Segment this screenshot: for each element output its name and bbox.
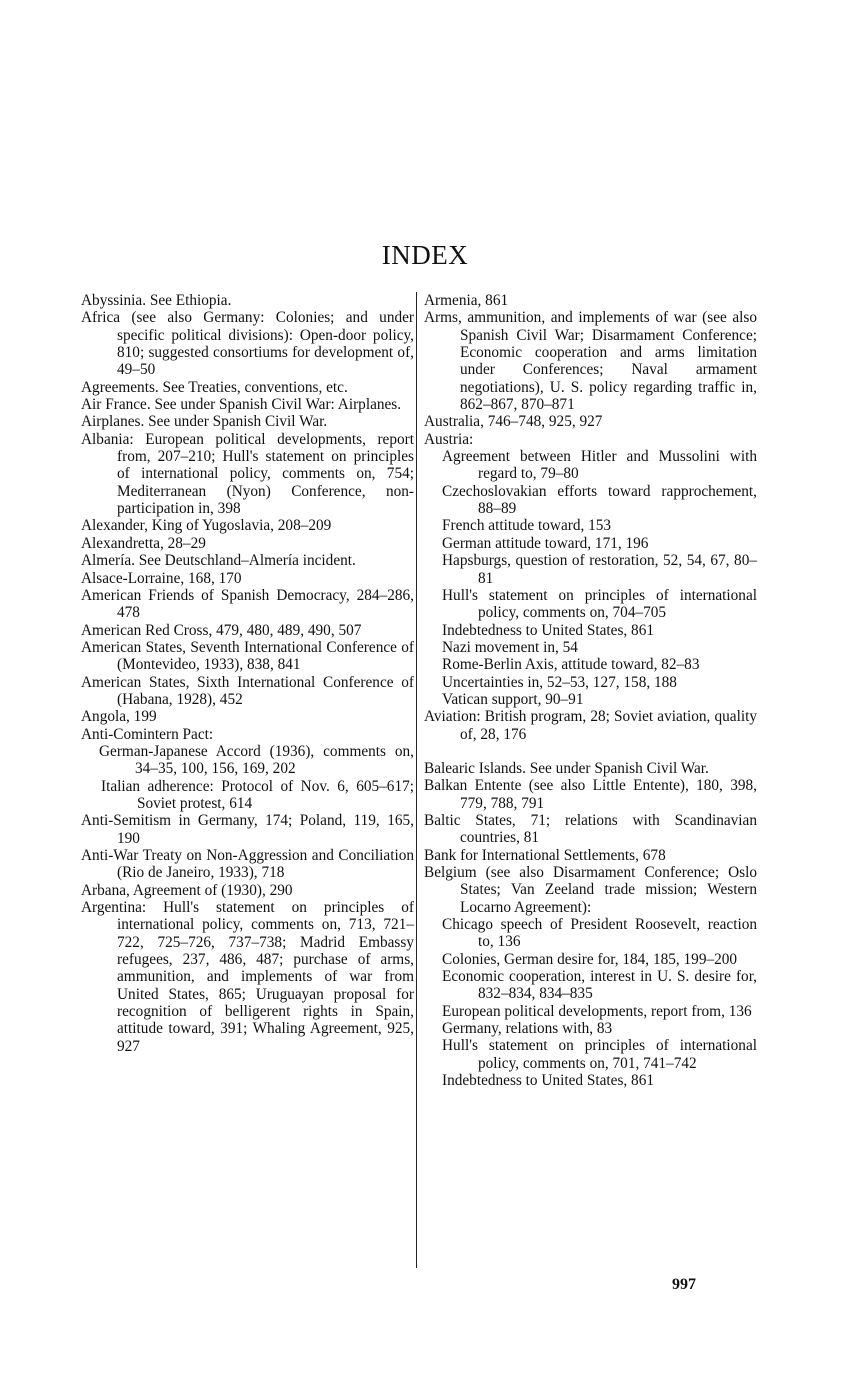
right-column [424, 292, 757, 1089]
page-number: 997 [672, 1276, 696, 1293]
page-title: INDEX [381, 240, 469, 270]
index-entry: Air France. See under Spanish Civil War: Airplanes. [81, 396, 402, 414]
index-entry: Anti-Semitism in Germany, 174; Poland, 119, 165, 190 [81, 812, 414, 847]
index-entry: Arms, ammunition, and implements of war (see also Spanish Civil War; Disarmament Conference; Economic cooperation and arms limitation under Conferences; Naval armament negotiations), U. S. policy regarding traffic in, 862–867, 870–871 [424, 309, 757, 414]
index-subentry: German attitude toward, 171, 196 [442, 534, 649, 552]
index-entry: Balkan Entente (see also Little Entente), 180, 398, 779, 788, 791 [424, 777, 757, 812]
index-entry: Almería. See Deutschland–Almería incident. [81, 552, 356, 570]
index-entry: Albania: European political developments, report from, 207–210; Hull's statement on principles of international policy, comments on, 754; Mediterranean (Nyon) Conference, non-participation in, 398 [81, 430, 414, 518]
index-subentry: Indebtedness to United States, 861 [442, 1072, 654, 1090]
index-entry: Belgium (see also Disarmament Conference; Oslo States; Van Zeeland trade mission; Western Locarno Agreement): [424, 864, 757, 916]
index-subentry: Rome-Berlin Axis, attitude toward, 82–83 [442, 656, 700, 674]
index-entry: Balearic Islands. See under Spanish Civil War. [424, 759, 709, 777]
index-subentry: Chicago speech of President Roosevelt, reaction to, 136 [442, 916, 757, 951]
index-subentry: Germany, relations with, 83 [442, 1020, 613, 1038]
index-subentry: French attitude toward, 153 [442, 517, 612, 535]
left-column [81, 292, 414, 1055]
index-subentry: Czechoslovakian efforts toward rapprochement, 88–89 [442, 482, 757, 518]
index-entry: Bank for International Settlements, 678 [424, 846, 666, 864]
index-subentry: Uncertainties in, 52–53, 127, 158, 188 [442, 673, 677, 691]
index-entry: American Friends of Spanish Democracy, 284–286, 478 [81, 586, 414, 622]
index-subentry: European political developments, report from, 136 [442, 1002, 752, 1020]
index-entry: Baltic States, 71; relations with Scandinavian countries, 81 [424, 811, 757, 847]
index-entry: Alexandretta, 28–29 [81, 534, 206, 552]
index-entry: Angola, 199 [81, 708, 157, 726]
index-entry: Australia, 746–748, 925, 927 [424, 413, 603, 431]
section-gap [424, 743, 757, 760]
index-subentry: Italian adherence: Protocol of Nov. 6, 605–617; Soviet protest, 614 [101, 777, 414, 812]
index-entry: American States, Seventh International Conference of (Montevideo, 1933), 838, 841 [81, 638, 414, 674]
index-entry: Abyssinia. See Ethiopia. [81, 292, 232, 309]
index-subentry: Colonies, German desire for, 184, 185, 199–200 [442, 950, 738, 968]
index-entry: Africa (see also Germany: Colonies; and under specific political divisions): Open-door policy, 810; suggested consortiums for development of, 49–50 [81, 309, 414, 379]
index-entry: Airplanes. See under Spanish Civil War. [81, 413, 328, 431]
column-divider [416, 292, 417, 1268]
index-entry: Anti-War Treaty on Non-Aggression and Conciliation (Rio de Janeiro, 1933), 718 [81, 847, 414, 882]
index-entry: Anti-Comintern Pact: [81, 725, 214, 743]
index-subentry: Indebtedness to United States, 861 [442, 621, 654, 639]
index-subentry: Hull's statement on principles of international policy, comments on, 704–705 [442, 586, 757, 622]
index-entry: Argentina: Hull's statement on principles of international policy, comments on, 713, 721–722, 725–726, 737–738; Madrid Embassy refugees, 237, 486, 487; purchase of arms, ammunition, and implements of war from United States, 865; Uruguayan proposal for recognition of belligerent rights in Spain, attitude toward, 391; Whaling Agreement, 925, 927 [81, 899, 414, 1055]
index-entry: Armenia, 861 [424, 292, 509, 309]
index-entry: Agreements. See Treaties, conventions, etc. [81, 378, 348, 396]
index-subentry: German-Japanese Accord (1936), comments on, 34–35, 100, 156, 169, 202 [99, 742, 414, 778]
index-entry: American Red Cross, 479, 480, 489, 490, 507 [81, 621, 362, 639]
index-entry: Alexander, King of Yugoslavia, 208–209 [81, 517, 332, 535]
index-subentry: Hapsburgs, question of restoration, 52, 54, 67, 80–81 [442, 552, 757, 587]
index-entry: American States, Sixth International Conference of (Habana, 1928), 452 [81, 673, 414, 708]
index-subentry: Hull's statement on principles of international policy, comments on, 701, 741–742 [442, 1037, 757, 1072]
index-subentry: Economic cooperation, interest in U. S. desire for, 832–834, 834–835 [442, 968, 757, 1003]
index-entry: Aviation: British program, 28; Soviet aviation, quality of, 28, 176 [424, 708, 757, 743]
index-subentry: Vatican support, 90–91 [442, 690, 584, 708]
index-entry: Austria: [424, 430, 474, 448]
index-subentry: Agreement between Hitler and Mussolini with regard to, 79–80 [442, 448, 757, 483]
index-entry: Alsace-Lorraine, 168, 170 [81, 569, 242, 587]
index-subentry: Nazi movement in, 54 [442, 638, 578, 656]
index-entry: Arbana, Agreement of (1930), 290 [81, 881, 293, 899]
